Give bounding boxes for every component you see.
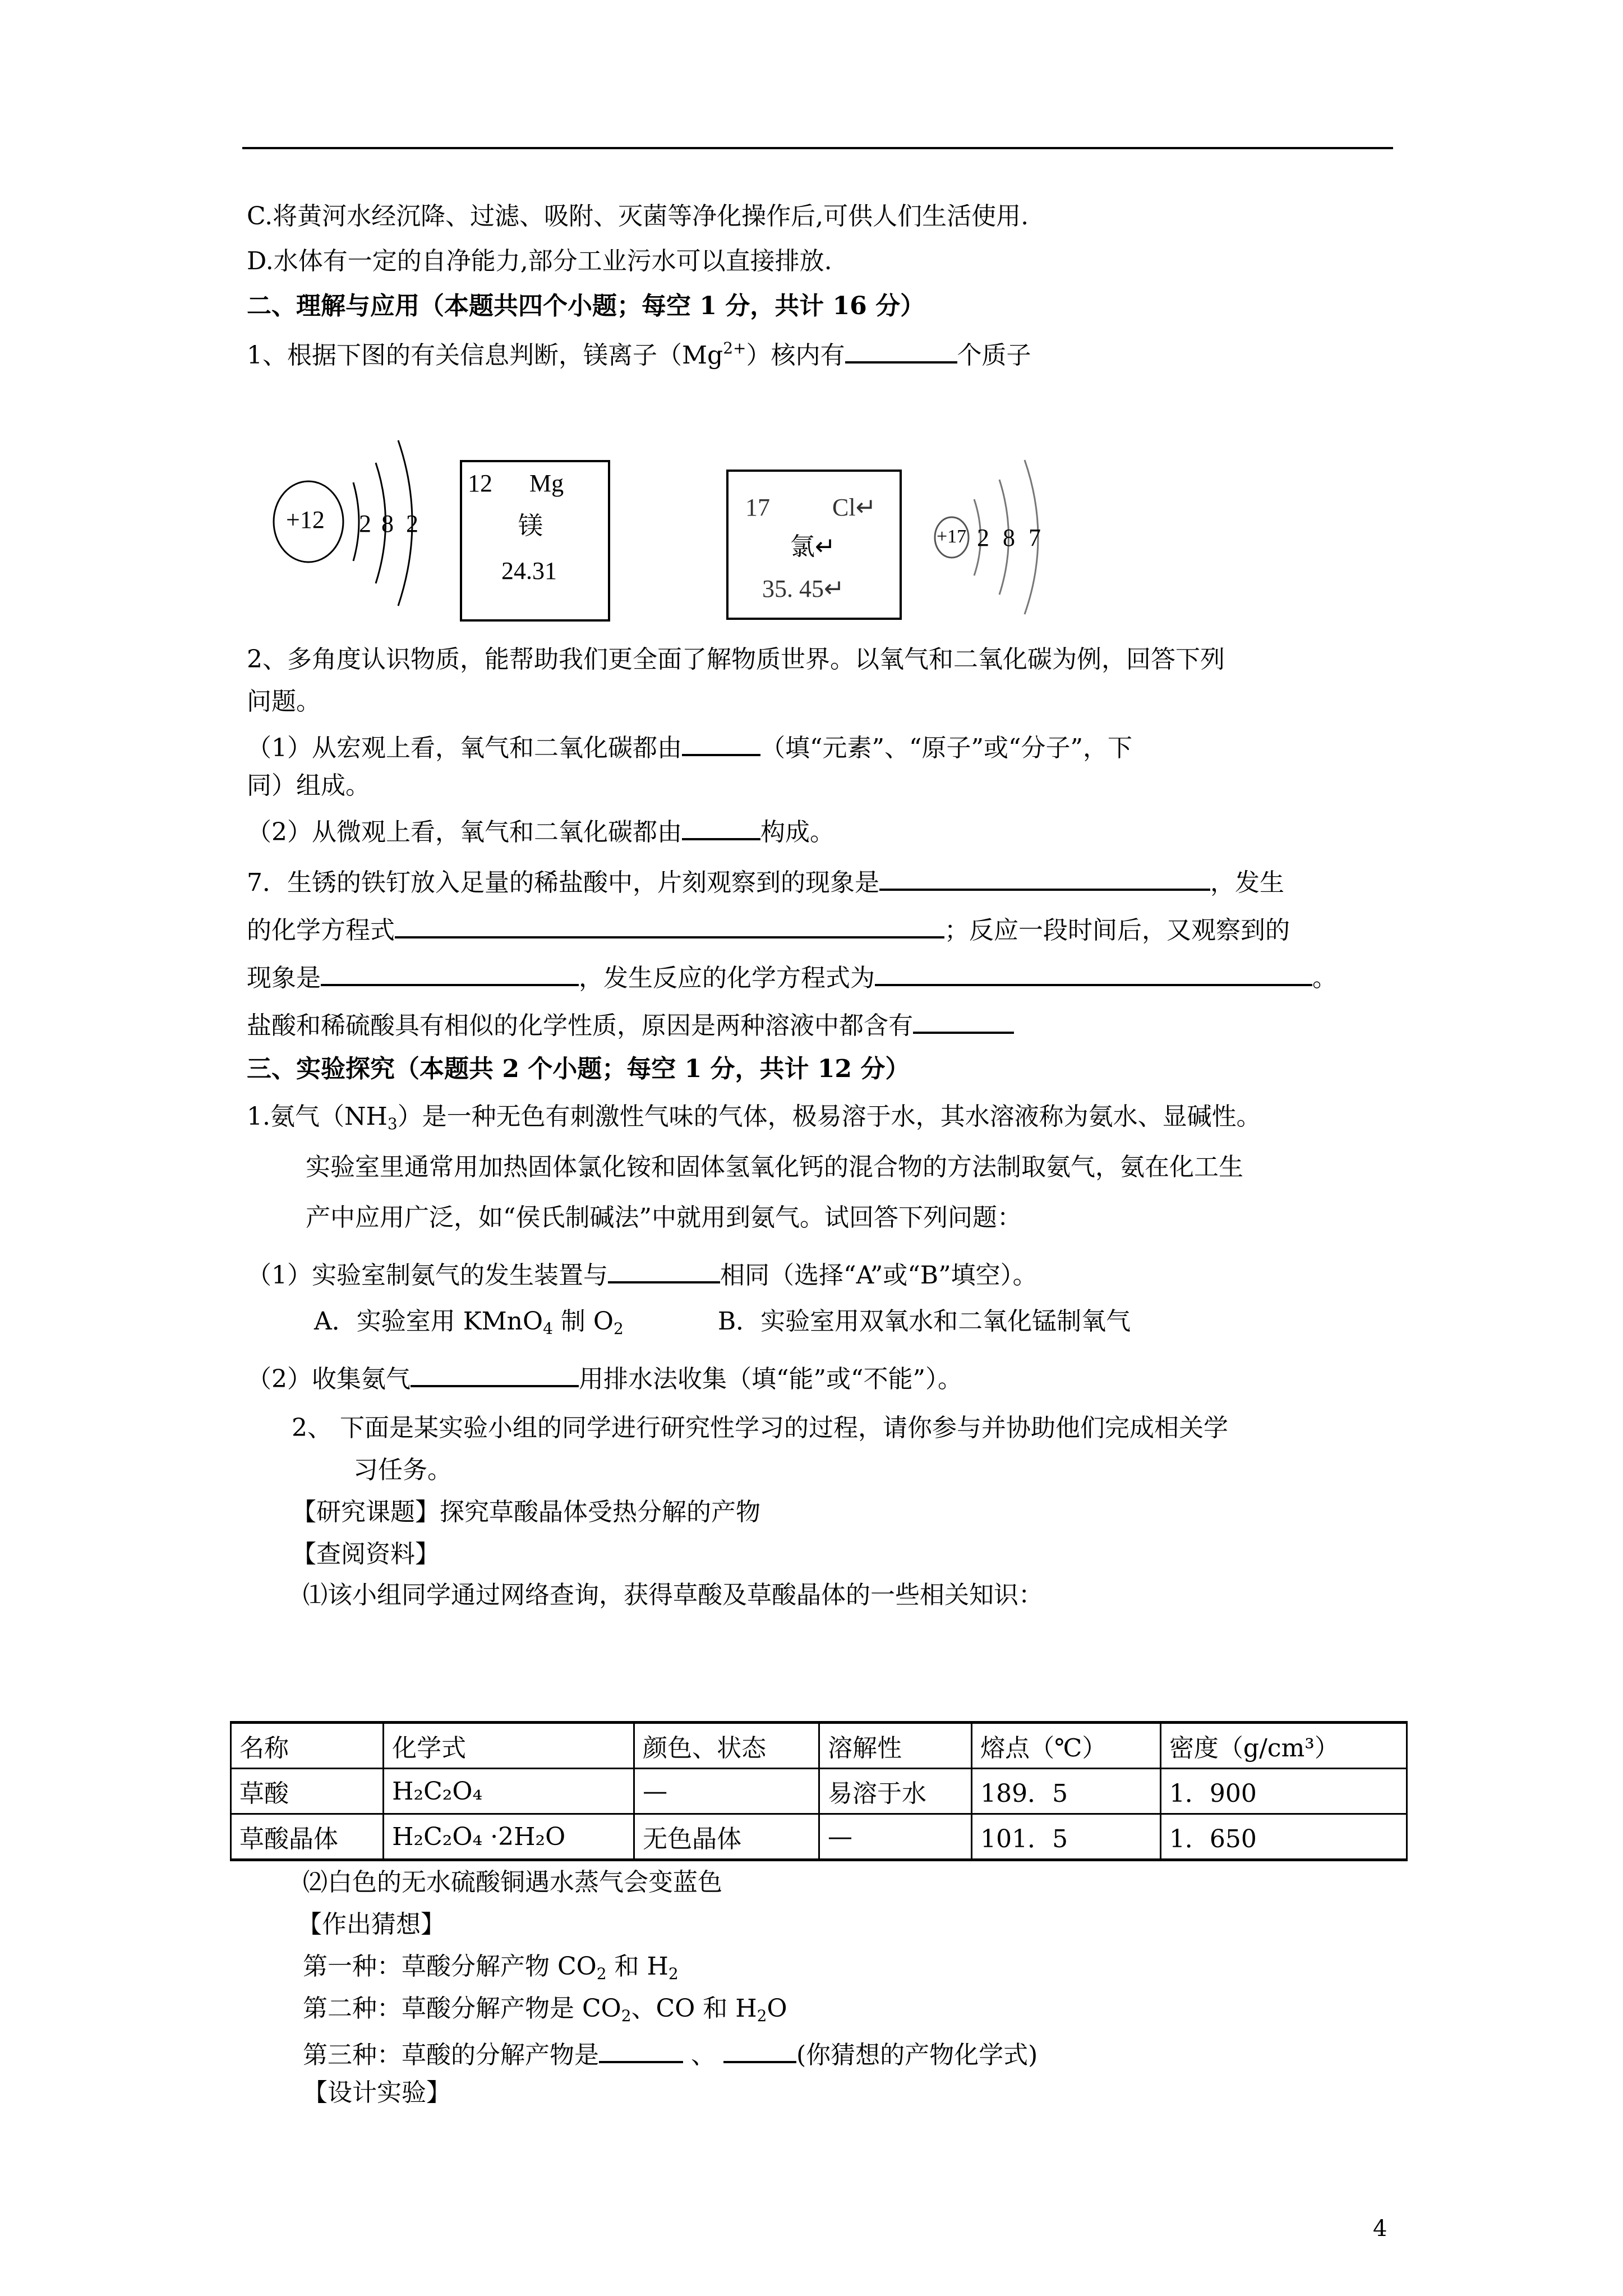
table-cell: H₂C₂O₄ ·2H₂O: [384, 1814, 634, 1860]
answer-blank[interactable]: [395, 912, 944, 938]
table-header-cell: 颜色、状态: [634, 1723, 819, 1769]
design-heading: 【设计实验】: [303, 2078, 451, 2107]
answer-blank[interactable]: [879, 864, 1210, 891]
mg-name: 镁: [518, 512, 543, 540]
mg-symbol: Mg: [529, 470, 564, 497]
table-header-cell: 熔点（℃）: [972, 1723, 1161, 1769]
question-3-1-cont: 实验室里通常用加热固体氯化铵和固体氢氧化钙的混合物的方法制取氨气，氨在化工生: [306, 1153, 1243, 1181]
mg-element-card: [460, 460, 610, 622]
info-1: ⑴该小组同学通过网络查询，获得草酸及草酸晶体的一些相关知识：: [303, 1581, 1043, 1609]
answer-blank[interactable]: [321, 959, 579, 986]
table-cell: 草酸晶体: [231, 1814, 384, 1860]
atom-structure-diagram: [264, 415, 1094, 639]
cl-atomic-number: 17: [745, 494, 770, 521]
mg-atomic-number: 12: [468, 470, 492, 497]
question-2-1: 1、根据下图的有关信息判断，镁离子$(Mg^{2+})$核内有 个质子: [247, 337, 1031, 371]
table-cell: 189．5: [972, 1769, 1161, 1814]
question-7: 7．生锈的铁钉放入足量的稀盐酸中，片刻观察到的现象是 ，发生: [247, 864, 1284, 898]
answer-blank[interactable]: [723, 2036, 796, 2063]
question-2-2: 2、多角度认识物质，能帮助我们更全面了解物质世界。以氧气和二氧化碳为例，回答下列: [247, 645, 1225, 674]
table-row: [231, 1814, 1407, 1860]
section2-title: 二、理解与应用（本题共四个小题；每空 1 分，共计 16 分）: [247, 292, 925, 320]
answer-blank[interactable]: [599, 2036, 683, 2063]
table-cell: —: [634, 1769, 819, 1814]
guess-heading: 【作出猜想】: [297, 1910, 445, 1939]
question-7-cont3: 盐酸和稀硫酸具有相似的化学性质，原因是两种溶液中都含有: [247, 1007, 1014, 1041]
answer-blank[interactable]: [845, 337, 957, 364]
answer-blank[interactable]: [682, 813, 760, 840]
answer-blank[interactable]: [411, 1360, 579, 1387]
page-number: 4: [1373, 2216, 1387, 2242]
table-header-row: [231, 1723, 1407, 1769]
guess-3: 第三种：草酸的分解产物是 、 (你猜想的产物化学式): [303, 2036, 1038, 2070]
option-d: D.水体有一定的自净能力,部分工业污水可以直接排放.: [247, 247, 832, 275]
table-cell: H₂C₂O₄: [384, 1769, 634, 1814]
answer-blank[interactable]: [608, 1257, 720, 1283]
guess-1: 第一种：草酸分解产物 $CO_2$ 和 $H_2$: [303, 1952, 679, 1983]
question-2-2-1: （1）从宏观上看，氧气和二氧化碳都由 （填“元素”、“原子”或“分子”，下: [247, 729, 1132, 763]
table-header-cell: 密度（g/cm³）: [1160, 1723, 1407, 1769]
question-2-2-1-cont: 同）组成。: [247, 771, 370, 800]
mg-shell-3: 2: [406, 510, 418, 537]
question-3-1-cont2: 产中应用广泛，如“侯氏制碱法”中就用到氨气。试回答下列问题：: [306, 1203, 1022, 1232]
table-row: [231, 1769, 1407, 1814]
option-c: C.将黄河水经沉降、过滤、吸附、灭菌等净化操作后,可供人们生活使用.: [247, 202, 1029, 231]
cl-symbol: Cl↵: [832, 494, 877, 521]
question-3-2-cont: 习任务。: [353, 1456, 452, 1484]
table-cell: —: [819, 1814, 972, 1860]
cl-name: 氯↵: [790, 533, 836, 560]
cl-element-card: [726, 470, 902, 620]
header-rule: [242, 147, 1393, 149]
table-header-cell: 名称: [231, 1723, 384, 1769]
table-cell: 101．5: [972, 1814, 1161, 1860]
oxalic-acid-table: [230, 1721, 1408, 1861]
mg-shell-2: 8: [381, 510, 394, 537]
section3-title: 三、实验探究（本题共 2 个小题；每空 1 分，共计 12 分）: [247, 1055, 910, 1083]
question-2-2-2: （2）从微观上看，氧气和二氧化碳都由 构成。: [247, 813, 834, 848]
table-cell: 1．650: [1160, 1814, 1407, 1860]
table-cell: 无色晶体: [634, 1814, 819, 1860]
guess-2: 第二种：草酸分解产物是 $CO_2$、CO 和 $H_2O$: [303, 1994, 787, 2025]
lookup-heading: 【查阅资料】: [292, 1540, 440, 1568]
cl-shell-2: 8: [1003, 524, 1015, 551]
table-header-cell: 化学式: [384, 1723, 634, 1769]
table-cell: 易溶于水: [819, 1769, 972, 1814]
question-3-1-2: （2）收集氨气 用排水法收集（填“能”或“不能”）。: [247, 1360, 962, 1395]
table-header-cell: 溶解性: [819, 1723, 972, 1769]
question-3-1: 1.氨气$(NH_3)$是一种无色有刺激性气味的气体，极易溶于水，其水溶液称为氨水、显碱性。: [247, 1102, 1261, 1133]
answer-blank[interactable]: [682, 729, 760, 756]
cl-shell-3: 7: [1029, 524, 1041, 551]
cl-shell-1: 2: [977, 524, 989, 551]
mg-atomic-mass: 24.31: [501, 557, 557, 585]
mg-shell-arc: [353, 482, 359, 561]
question-3-2: 2、 下面是某实验小组的同学进行研究性学习的过程，请你参与并协助他们完成相关学: [292, 1414, 1228, 1442]
mg-nucleus-charge: +12: [286, 506, 325, 533]
table-cell: 1．900: [1160, 1769, 1407, 1814]
question-3-1-1: （1）实验室制氨气的发生装置与 相同（选择“A”或“B”填空）。: [247, 1257, 1038, 1291]
question-7-cont: 的化学方程式 ；反应一段时间后，又观察到的: [247, 912, 1290, 946]
option-b: B．实验室用双氧水和二氧化锰制氧气: [717, 1307, 1131, 1336]
cl-atomic-mass: 35. 45↵: [762, 575, 845, 602]
option-a: A．实验室用 KMnO$_4$ 制 $O_2$: [314, 1307, 624, 1338]
research-topic: 【研究课题】探究草酸晶体受热分解的产物: [292, 1498, 760, 1526]
mg-shell-1: 2: [359, 510, 371, 537]
answer-blank[interactable]: [875, 959, 1312, 986]
options-row: [314, 1307, 1131, 1338]
question-7-cont2: 现象是 ，发生反应的化学方程式为 。: [247, 959, 1337, 993]
cl-nucleus-charge: +17: [937, 526, 967, 547]
answer-blank[interactable]: [913, 1007, 1014, 1034]
info-2: ⑵白色的无水硫酸铜遇水蒸气会变蓝色: [303, 1868, 722, 1897]
question-2-2-cont: 问题。: [247, 687, 321, 716]
table-cell: 草酸: [231, 1769, 384, 1814]
